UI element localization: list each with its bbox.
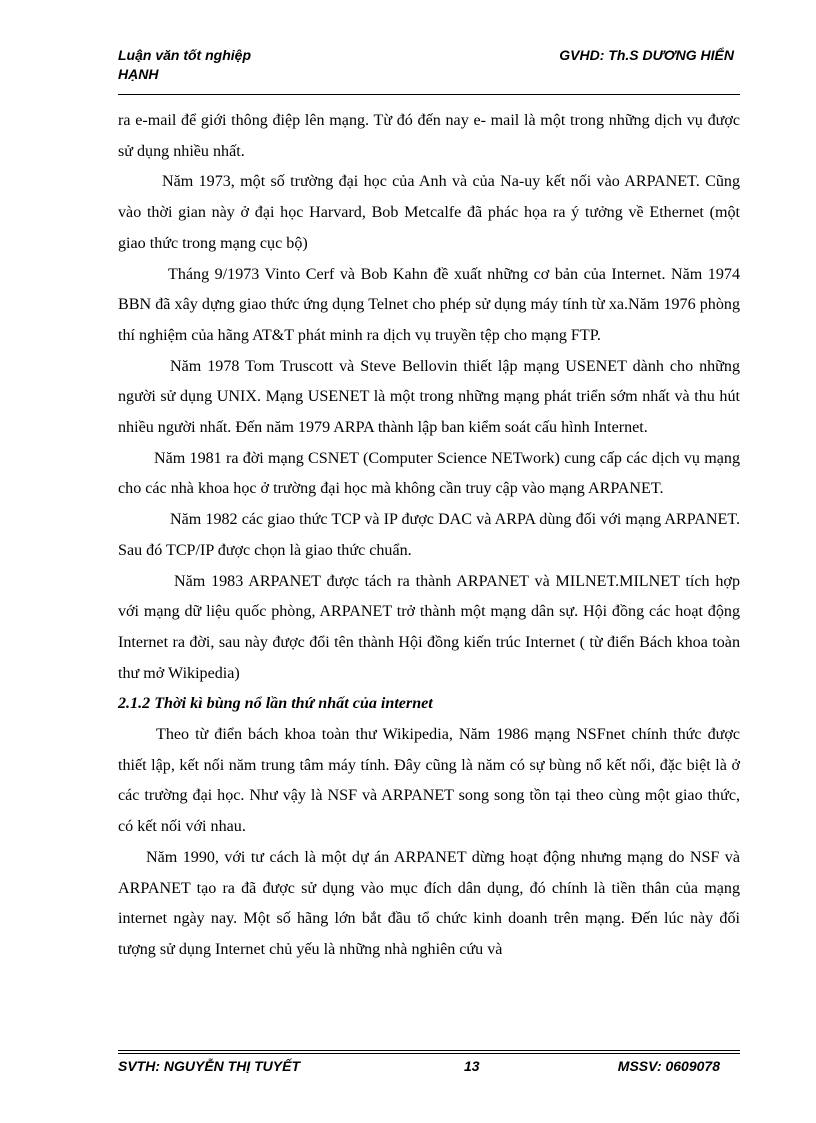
header-advisor: GVHD: Th.S DƯƠNG HIỂN xyxy=(559,47,734,63)
paragraph: Theo từ điển bách khoa toàn thư Wikipedia, Năm 1986 mạng NSFnet chính thức được thiết lập, kết nối năm trung tâm máy tính. Đây cũng là năm có sự bùng nổ kết nối, đặc biệt là ở các trường đại học. Như vậy là NSF và ARPANET song song tồn tại theo cùng một giao thức, có kết nối với nhau. xyxy=(118,726,740,836)
paragraph: Năm 1981 ra đời mạng CSNET (Computer Science NETwork) cung cấp các dịch vụ mạng cho các nhà khoa học ở trường đại học mà không cần truy cập vào mạng ARPANET. xyxy=(118,449,740,498)
paragraph: Năm 1978 Tom Truscott và Steve Bellovin thiết lập mạng USENET dành cho những người sử dụng UNIX. Mạng USENET là một trong những mạng phát triển sớm nhất và thu hút nhiều người nhất. Đến năm 1979 ARPA thành lập ban kiểm soát cấu hình Internet. xyxy=(118,357,740,437)
paragraph: Năm 1982 các giao thức TCP và IP được DAC và ARPA dùng đối với mạng ARPANET. Sau đó TCP/IP được chọn là giao thức chuẩn. xyxy=(118,511,740,559)
header-thesis-title: Luận văn tốt nghiệp HẠNH xyxy=(118,47,251,82)
paragraph: Tháng 9/1973 Vinto Cerf và Bob Kahn đề xuất những cơ bản của Internet. Năm 1974 BBN đã xây dựng giao thức ứng dụng Telnet cho phép sử dụng máy tính từ xa.Năm 1976 phòng thí nghiệm của hãng AT&T phát minh ra dịch vụ truyền tệp cho mạng FTP. xyxy=(118,265,740,344)
page-header xyxy=(118,46,740,92)
footer-divider-top xyxy=(118,1050,740,1051)
paragraph: Năm 1983 ARPANET được tách ra thành ARPANET và MILNET.MILNET tích hợp với mạng dữ liệu quốc phòng, ARPANET trở thành một mạng dân sự. Hội đồng các hoạt động Internet ra đời, sau này được đổi tên thành Hội đồng kiến trúc Internet ( từ điển Bách khoa toàn thư mở Wikipedia) xyxy=(118,572,740,682)
header-divider xyxy=(118,94,740,95)
document-body xyxy=(118,106,740,966)
paragraph: ra e-mail để giới thông điệp lên mạng. Từ đó đến nay e- mail là một trong những dịch vụ được sử dụng nhiều nhất. xyxy=(118,112,740,160)
section-heading: 2.1.2 Thời kì bùng nổ lần thứ nhất của internet xyxy=(118,695,433,713)
page-footer xyxy=(118,1057,740,1077)
footer-student-id: MSSV: 0609078 xyxy=(617,1058,720,1074)
paragraph: Năm 1973, một số trường đại học của Anh và của Na-uy kết nối vào ARPANET. Cũng vào thời gian này ở đại học Harvard, Bob Metcalfe đã phác họa ra ý tưởng về Ethernet (một giao thức trong mạng cục bộ) xyxy=(118,173,740,252)
page-number: 13 xyxy=(464,1058,480,1074)
paragraph: Năm 1990, với tư cách là một dự án ARPANET dừng hoạt động nhưng mạng do NSF và ARPANET tạo ra đã được sử dụng vào mục đích dân dụng, đó chính là tiền thân của mạng internet ngày nay. Một số hãng lớn bắt đầu tổ chức kinh doanh trên mạng. Đến lúc này đối tượng sử dụng Internet chủ yếu là những nhà nghiên cứu và xyxy=(118,848,740,958)
footer-student-name: SVTH: NGUYỄN THỊ TUYẾT xyxy=(118,1058,301,1074)
footer-divider-bottom xyxy=(118,1053,740,1054)
